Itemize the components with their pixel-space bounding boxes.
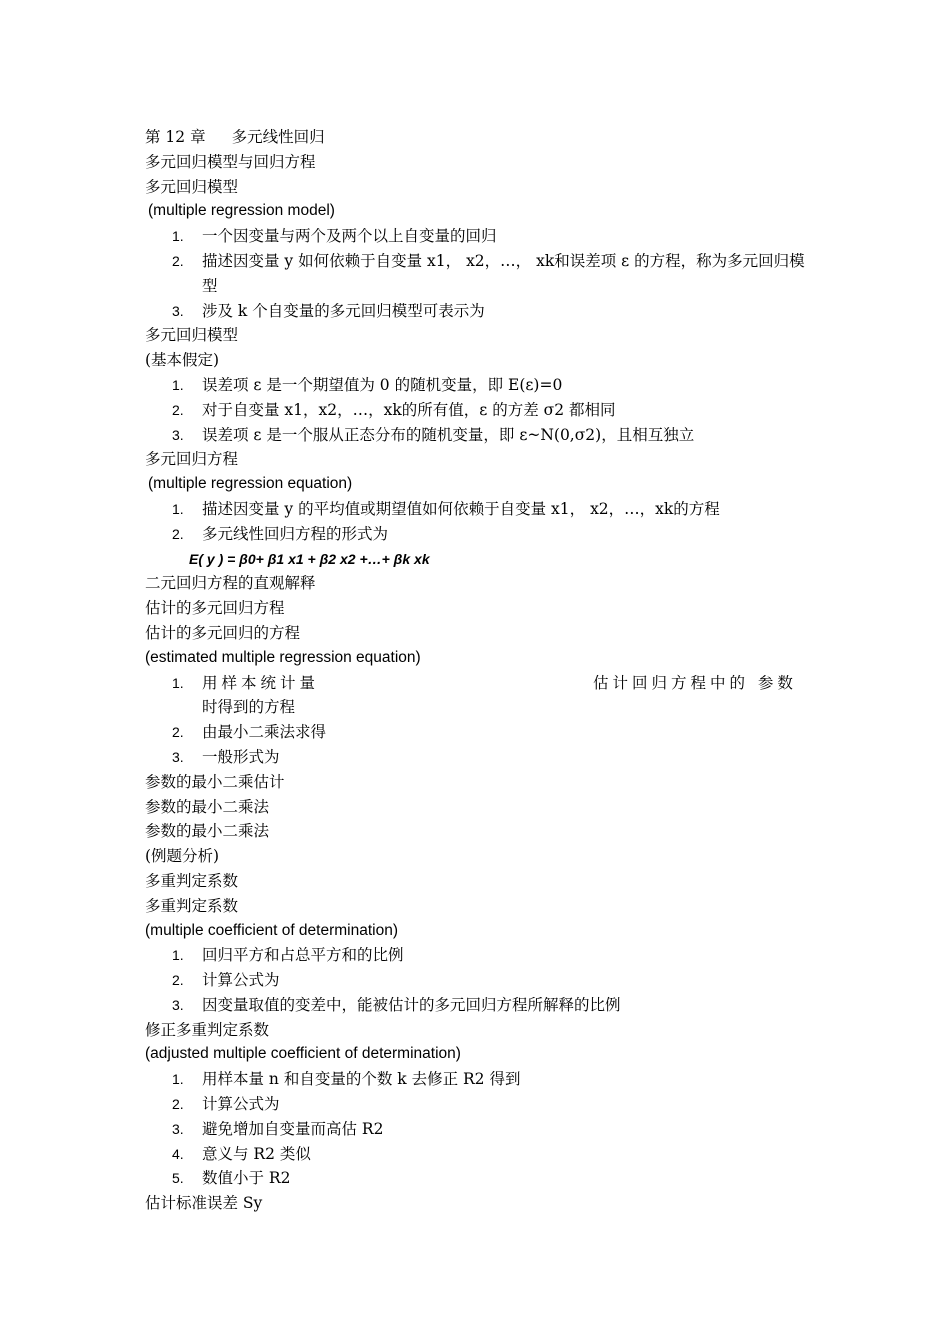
list-item: 1. 一个因变量与两个及两个以上自变量的回归: [172, 227, 497, 246]
section-english-title: (multiple regression equation): [148, 475, 353, 493]
list-item-text: 计算公式为: [202, 971, 280, 990]
regression-formula: E( y ) = β0+ β1 x1 + β2 x2 +…+ βk xk: [189, 550, 430, 567]
section-title: 修正多重判定系数: [145, 1020, 270, 1039]
list-item: 2. 计算公式为: [172, 971, 280, 990]
section-english-title: (multiple regression model): [148, 202, 335, 220]
list-item: 1. 回归平方和占总平方和的比例: [172, 946, 404, 965]
list-item: 2. 计算公式为: [172, 1095, 280, 1114]
list-item-text: 用样本量 n 和自变量的个数 k 去修正 R2 得到: [202, 1070, 521, 1089]
section-title: 估计的多元回归方程: [145, 599, 285, 618]
list-item-text: 一般形式为: [202, 747, 280, 766]
list-item-text: 计算公式为: [202, 1095, 280, 1114]
section-title: 多元回归模型: [145, 177, 239, 196]
list-item-text: 一个因变量与两个及两个以上自变量的回归: [202, 227, 497, 246]
list-item-text: 对于自变量 x1，x2，…，xk的所有值，ε 的方差 σ2 都相同: [202, 400, 616, 419]
list-item: 1. 用样本统计量 估计回归方程中的 参数 时得到的方程: [145, 671, 810, 721]
list-item-text: 意义与 R2 类似: [202, 1144, 311, 1163]
list-item: 5. 数值小于 R2: [172, 1169, 291, 1188]
section-title: 二元回归方程的直观解释: [145, 574, 316, 593]
equation-list: [145, 497, 810, 547]
list-item: 1. 描述因变量 y 的平均值或期望值如何依赖于自变量 x1， x2，…，xk的方程: [172, 499, 720, 518]
section-english-title: (multiple coefficient of determination): [145, 921, 399, 939]
list-item-text: 多元线性回归方程的形式为: [202, 524, 389, 543]
list-item-text: 时得到的方程: [202, 698, 296, 717]
list-item-text: 避免增加自变量而高估 R2: [202, 1119, 384, 1138]
list-item: 3. 避免增加自变量而高估 R2: [172, 1119, 384, 1138]
list-item: 2. 多元线性回归方程的形式为: [172, 524, 389, 543]
section-title: 多重判定系数: [145, 896, 239, 915]
section-title: 参数的最小二乘估计: [145, 772, 285, 791]
chapter-heading: [145, 125, 810, 150]
list-item: 4. 意义与 R2 类似: [172, 1144, 311, 1163]
list-item-text: 估计回归方程中的 参数: [593, 673, 797, 692]
section-english-title: (adjusted multiple coefficient of determination): [145, 1045, 461, 1063]
list-item: 3. 涉及 k 个自变量的多元回归模型可表示为: [172, 301, 485, 320]
section-subtitle: (基本假定): [145, 351, 220, 370]
list-item-text: 描述因变量 y 如何依赖于自变量 x1， x2，…， xk和误差项 ε 的方程，称为多元回归模型: [202, 251, 805, 295]
section-title: 多重判定系数: [145, 871, 239, 890]
list-item-text: 误差项 ε 是一个服从正态分布的随机变量，即 ε~N(0,σ2)，且相互独立: [202, 425, 695, 444]
section-title: 参数的最小二乘法: [145, 822, 270, 841]
section-title: 多元回归模型与回归方程: [145, 152, 316, 171]
estimated-equation-list: [145, 671, 810, 770]
list-item: 2. 由最小二乘法求得: [172, 723, 327, 742]
assumptions-list: [145, 373, 810, 447]
list-item-text: 用样本统计量: [202, 673, 320, 692]
list-item: 1. 用样本量 n 和自变量的个数 k 去修正 R2 得到: [172, 1070, 521, 1089]
section-title: 参数的最小二乘法: [145, 797, 270, 816]
list-item-text: 数值小于 R2: [202, 1169, 291, 1188]
list-item: 3. 一般形式为: [172, 747, 280, 766]
section-title: 估计的多元回归的方程: [145, 623, 301, 642]
list-item: 3. 误差项 ε 是一个服从正态分布的随机变量，即 ε~N(0,σ2)，且相互独立: [172, 425, 695, 444]
section-subtitle: (例题分析): [145, 847, 220, 866]
chapter-number: 第 12 章: [145, 128, 206, 146]
section-title: 多元回归模型: [145, 326, 239, 345]
list-item-text: 涉及 k 个自变量的多元回归模型可表示为: [202, 301, 485, 320]
list-item-text: 描述因变量 y 的平均值或期望值如何依赖于自变量 x1， x2，…，xk的方程: [202, 499, 720, 518]
list-item: 2. 描述因变量 y 如何依赖于自变量 x1， x2，…， xk和误差项 ε 的方程，称为多元回归模型: [172, 251, 805, 295]
list-item: 3. 因变量取值的变差中，能被估计的多元回归方程所解释的比例: [172, 995, 621, 1014]
chapter-title: 多元线性回归: [231, 128, 325, 146]
section-english-title: (estimated multiple regression equation): [145, 648, 421, 666]
list-item-text: 因变量取值的变差中，能被估计的多元回归方程所解释的比例: [202, 995, 621, 1014]
list-item-text: 由最小二乘法求得: [202, 723, 327, 742]
list-item-text: 回归平方和占总平方和的比例: [202, 946, 404, 965]
document-body: [145, 125, 810, 1216]
list-item: 2. 对于自变量 x1，x2，…，xk的所有值，ε 的方差 σ2 都相同: [172, 400, 616, 419]
determination-list: [145, 943, 810, 1017]
section-title: 多元回归方程: [145, 450, 239, 469]
model-definition-list: [145, 224, 810, 323]
section-title: 估计标准误差 Sy: [145, 1194, 263, 1213]
list-item-text: 误差项 ε 是一个期望值为 0 的随机变量，即 E(ε)=0: [202, 375, 563, 394]
list-item: 1. 误差项 ε 是一个期望值为 0 的随机变量，即 E(ε)=0: [172, 375, 563, 394]
adjusted-determination-list: [145, 1067, 810, 1191]
